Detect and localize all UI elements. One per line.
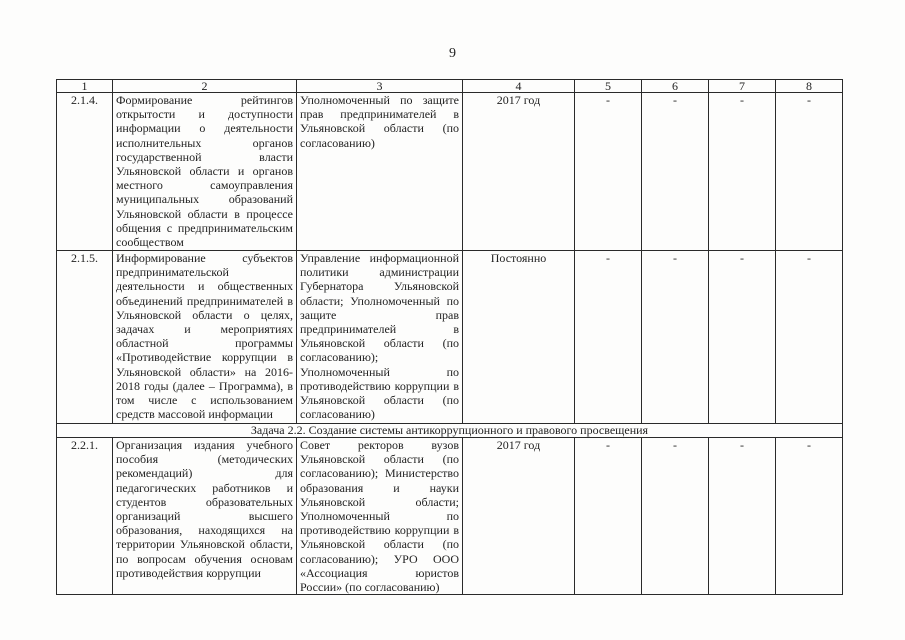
column-header: 8 [776, 80, 843, 93]
cell-col6: - [642, 251, 709, 424]
measures-table [56, 79, 843, 595]
column-header: 3 [297, 80, 463, 93]
cell-col7: - [709, 93, 776, 251]
section-title: Задача 2.2. Создание системы антикоррупционного и правового просвещения [57, 424, 843, 438]
item-term: 2017 год [463, 93, 575, 251]
item-description: Организация издания учебного пособия (методических рекомендаций) для педагогических работников и студентов образовательных организаций высшего образования, находящихся на территории Ульяновской области, по вопросам обучения основам противодействия коррупции [113, 438, 297, 595]
column-number-row [57, 80, 843, 93]
item-description: Формирование рейтингов открытости и доступности информации о деятельности исполнительных органов государственной власти Ульяновской области и органов местного самоуправления муниципальных образований Ульяновской области в процессе общения с предпринимательским сообществом [113, 93, 297, 251]
column-header: 1 [57, 80, 113, 93]
item-number: 2.1.5. [57, 251, 113, 424]
cell-col8: - [776, 93, 843, 251]
item-term: 2017 год [463, 438, 575, 595]
column-header: 7 [709, 80, 776, 93]
item-responsible: Уполномоченный по защите прав предпринимателей в Ульяновской области (по согласованию) [297, 93, 463, 251]
cell-col6: - [642, 93, 709, 251]
item-number: 2.2.1. [57, 438, 113, 595]
page-number: 9 [449, 46, 456, 61]
column-header: 5 [575, 80, 642, 93]
table-row [57, 93, 843, 251]
table-row [57, 438, 843, 595]
cell-col5: - [575, 251, 642, 424]
item-description: Информирование субъектов предпринимательской деятельности и общественных объединений предпринимателей в Ульяновской области о целях, задачах и мероприятиях областной программы «Противодействие коррупции в Ульяновской области» на 2016-2018 годы (далее – Программа), в том числе с использованием средств массовой информации [113, 251, 297, 424]
cell-col8: - [776, 438, 843, 595]
table-row [57, 251, 843, 424]
section-row [57, 424, 843, 438]
item-responsible: Совет ректоров вузов Ульяновской области (по согласованию); Министерство образования и науки Ульяновской области; Уполномоченный по противодействию коррупции в Ульяновской области (по согласованию); УРО ООО «Ассоциация юристов России» (по согласованию) [297, 438, 463, 595]
column-header: 2 [113, 80, 297, 93]
cell-col5: - [575, 93, 642, 251]
item-term: Постоянно [463, 251, 575, 424]
item-responsible: Управление информационной политики администрации Губернатора Ульяновской области; Уполномоченный по защите прав предпринимателей в Ульяновской области (по согласованию); Уполномоченный по противодействию коррупции в Ульяновской области (по согласованию) [297, 251, 463, 424]
cell-col6: - [642, 438, 709, 595]
cell-col7: - [709, 251, 776, 424]
column-header: 6 [642, 80, 709, 93]
cell-col5: - [575, 438, 642, 595]
cell-col8: - [776, 251, 843, 424]
column-header: 4 [463, 80, 575, 93]
cell-col7: - [709, 438, 776, 595]
item-number: 2.1.4. [57, 93, 113, 251]
